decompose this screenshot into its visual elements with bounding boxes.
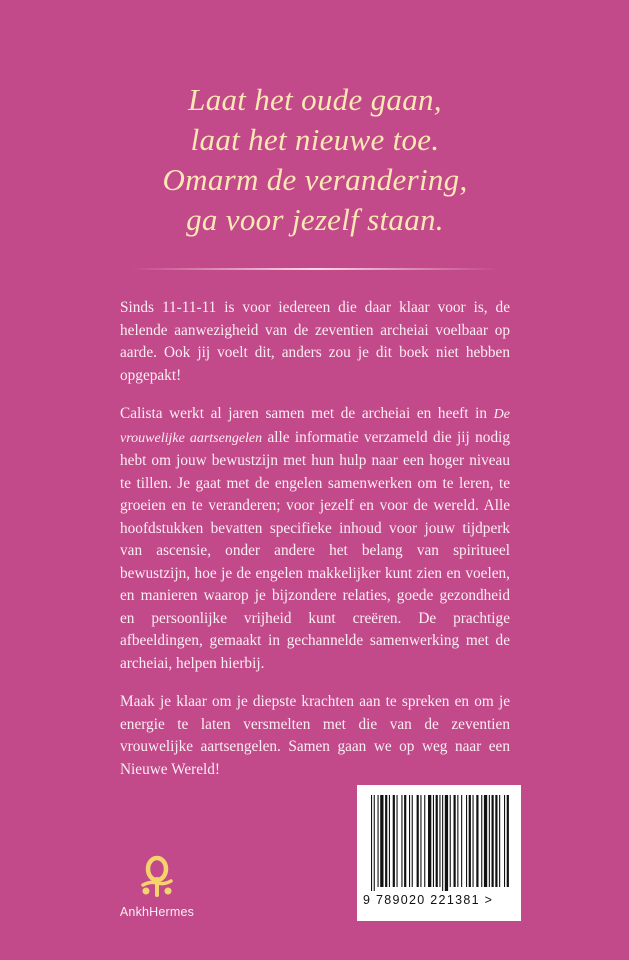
blurb-paragraph-3: Maak je klaar om je diepste krachten aan te spreken en om je energie te laten versmelten met die van de zeventien vrouwelijke aartsengelen. Samen gaan we op weg naar een Nieuwe Wereld! (120, 693, 510, 778)
blurb-paragraph-2 (120, 403, 510, 675)
book-title: De vrouwelijke aartsengelen (120, 407, 510, 446)
quote-line: ga voor jezelf staan. (186, 202, 444, 237)
barcode-icon (369, 795, 511, 891)
quote-line: laat het nieuwe toe. (190, 122, 440, 157)
publisher-logo (112, 855, 202, 919)
isbn-barcode (357, 785, 521, 921)
isbn-number: 9 789020 221381 > (363, 893, 494, 907)
blurb-text (120, 297, 510, 797)
cover-quote (150, 80, 480, 240)
ankh-logo-icon (137, 855, 177, 899)
quote-line: Laat het oude gaan, (188, 82, 442, 117)
blurb-rest: alle informatie verzameld die jij nodig hebt om jouw bewustzijn met hun hulp naar een hoger niveau te tillen. Je gaat met de engelen samenwerken om te leren, te groeien en te veranderen; voor jezelf en voor de wereld. Alle hoofdstukken bevatten specifieke inhoud voor jouw tijdperk van ascensie, onder andere het belang van spiritueel bewustzijn, hoe je de engelen makkelijker kunt zien en voelen, en manieren waarop je bijzondere relaties, goede gezondheid en persoonlijke vrijheid kunt creëren. De prachtige afbeeldingen, gemaakt in gechannelde samenwerking met de archeiai, helpen hierbij. (120, 428, 511, 672)
publisher-name: AnkhHermes (119, 905, 195, 919)
quote-line: Omarm de verandering, (162, 162, 468, 197)
blurb-paragraph-1: Sinds 11-11-11 is voor iedereen die daar klaar voor is, de helende aanwezigheid van de zeventien archeiai voelbaar op aarde. Ook jij voelt dit, anders zou je dit boek niet hebben opgepakt! (120, 299, 510, 384)
divider-line (130, 268, 499, 270)
blurb-intro: Calista werkt al jaren samen met de archeiai en heeft in (120, 405, 488, 422)
